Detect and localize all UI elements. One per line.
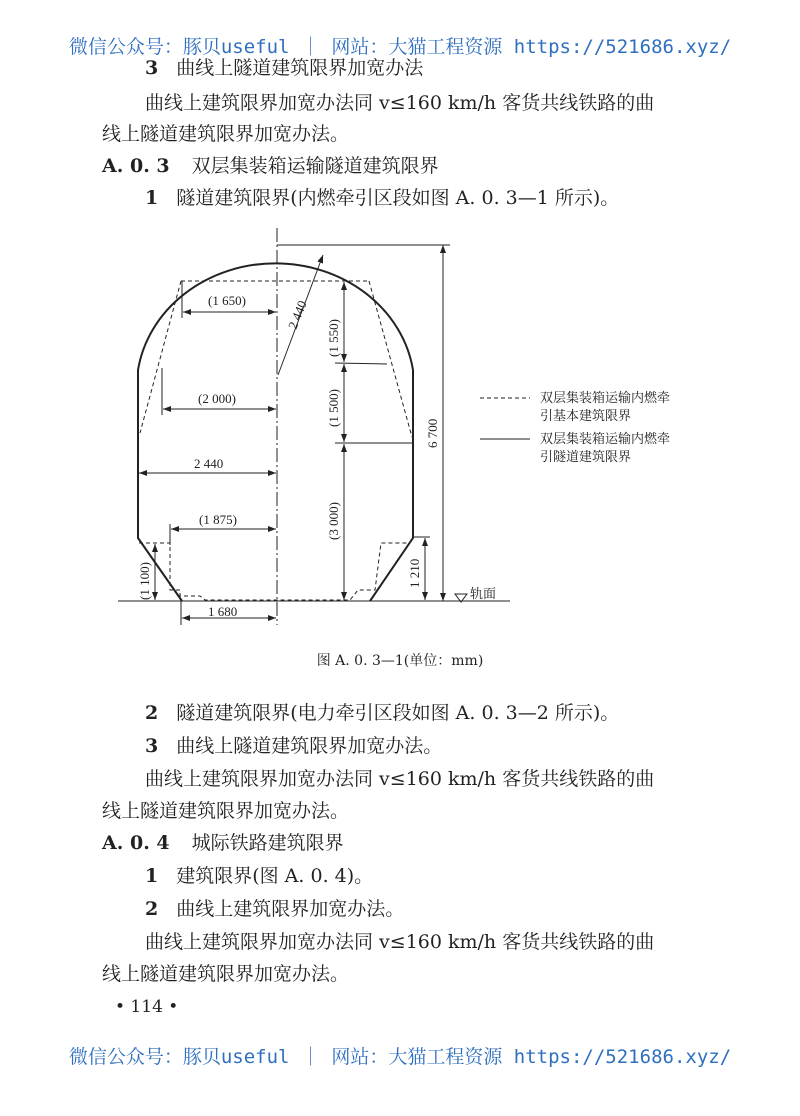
legend-dashed-1: 双层集装箱运输内燃牵 [540, 390, 671, 405]
paragraph: 曲线上建筑限界加宽办法同 v≤160 km/h 客货共线铁路的曲 [145, 92, 655, 114]
rail-surface-label: 轨面 [470, 586, 497, 601]
dim-2440: 2 440 [194, 456, 224, 471]
paragraph: 曲线上建筑限界加宽办法同 v≤160 km/h 客货共线铁路的曲 [145, 768, 655, 790]
page-number: • 114 • [115, 997, 179, 1017]
item-2b: 2 曲线上建筑限界加宽办法。 [145, 898, 405, 920]
item-3: 3 曲线上隧道建筑限界加宽办法 [145, 57, 424, 79]
paragraph: 线上隧道建筑限界加宽办法。 [102, 123, 350, 145]
legend-solid-2: 引隧道建筑限界 [540, 449, 632, 464]
dim-1875: (1 875) [199, 512, 237, 527]
watermark-top: 微信公众号：豚贝useful ｜ 网站：大猫工程资源 https://521686.xyz/ [68, 36, 732, 58]
legend-dashed-2: 引基本建筑限界 [540, 408, 632, 423]
dim-1100: (1 100) [137, 562, 152, 600]
section-heading-a03: A. 0. 3 双层集装箱运输隧道建筑限界 [102, 155, 439, 177]
dim-3000: (3 000) [326, 502, 341, 540]
figure-caption: 图 A. 0. 3—1(单位：mm) [316, 653, 484, 669]
legend-solid-1: 双层集装箱运输内燃牵 [540, 431, 671, 446]
dim-1650: (1 650) [208, 293, 246, 308]
section-heading-a04: A. 0. 4 城际铁路建筑限界 [102, 832, 344, 854]
item-1b: 1 建筑限界(图 A. 0. 4)。 [145, 865, 374, 887]
dim-2000: (2 000) [198, 391, 236, 406]
dim-1680: 1 680 [208, 604, 238, 619]
item-2: 2 隧道建筑限界(电力牵引区段如图 A. 0. 3—2 所示)。 [145, 702, 620, 724]
item-1: 1 隧道建筑限界(内燃牵引区段如图 A. 0. 3—1 所示)。 [145, 187, 620, 209]
paragraph: 线上隧道建筑限界加宽办法。 [102, 963, 350, 985]
dim-2440-radius: 2 440 [284, 298, 310, 332]
dim-6700: 6 700 [425, 418, 440, 448]
paragraph: 曲线上建筑限界加宽办法同 v≤160 km/h 客货共线铁路的曲 [145, 931, 655, 953]
dim-1550: (1 550) [326, 319, 341, 357]
dim-1210: 1 210 [407, 558, 422, 588]
watermark-bottom: 微信公众号：豚贝useful ｜ 网站：大猫工程资源 https://521686.xyz/ [68, 1046, 732, 1068]
item-3b: 3 曲线上隧道建筑限界加宽办法。 [145, 735, 443, 757]
dim-1500: (1 500) [326, 389, 341, 427]
paragraph: 线上隧道建筑限界加宽办法。 [102, 800, 350, 822]
